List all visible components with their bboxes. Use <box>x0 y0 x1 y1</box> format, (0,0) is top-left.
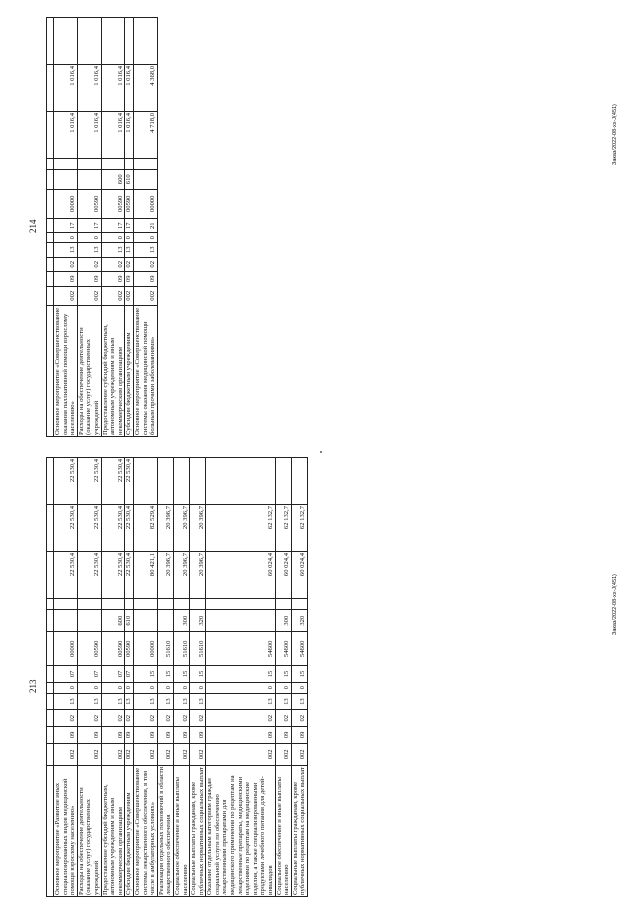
ministry-code: 002 <box>125 286 134 305</box>
event-code: 15 <box>190 666 206 683</box>
amount-col-1: 20 396,7 <box>190 552 206 599</box>
event-code: 07 <box>125 666 134 683</box>
ministry-code: 002 <box>125 743 134 765</box>
amount-col-1: 60 024,4 <box>206 552 275 599</box>
amount-col-2: 62 132,7 <box>206 505 275 552</box>
program-code: 13 <box>173 693 189 710</box>
subsection-code: 02 <box>275 710 291 727</box>
event-code: 07 <box>54 666 78 683</box>
section-code: 09 <box>101 272 125 287</box>
expense-code: 00590 <box>77 632 101 666</box>
empty-cell <box>173 599 189 610</box>
subprogram-code: 0 <box>54 233 78 243</box>
ministry-code: 002 <box>77 743 101 765</box>
ministry-code: 002 <box>101 743 125 765</box>
table-row <box>54 458 78 897</box>
row-name: Реализация отдельных полномочий в области лекарственного обеспечения <box>157 766 173 895</box>
amount-col-1: 1 016,4 <box>101 112 125 159</box>
expense-code: 00590 <box>125 189 134 218</box>
subsection-code: 02 <box>173 710 189 727</box>
section-code: 09 <box>275 727 291 744</box>
empty-cell <box>157 599 173 610</box>
expense-code: 51610 <box>173 632 189 666</box>
amount-col-1: 1 016,4 <box>77 112 101 159</box>
expense-type-code: 300 <box>173 610 189 632</box>
ministry-code: 002 <box>157 743 173 765</box>
expense-code: 51610 <box>157 632 173 666</box>
amount-col-1: 20 396,7 <box>157 552 173 599</box>
expense-code: 00000 <box>133 189 157 218</box>
expense-type-code <box>77 170 101 190</box>
expense-code: 00590 <box>101 632 125 666</box>
section-code: 09 <box>291 727 307 744</box>
subprogram-code: 0 <box>206 682 275 693</box>
expense-code: 54600 <box>275 632 291 666</box>
event-code: 07 <box>77 666 101 683</box>
empty-cell <box>77 599 101 610</box>
amount-col-1: 60 024,4 <box>275 552 291 599</box>
ministry-code: 002 <box>77 286 101 305</box>
ministry-code: 002 <box>133 743 157 765</box>
amount-col-2: 1 016,4 <box>77 65 101 112</box>
row-name: Расходы на обеспечение деятельности (оказание услуг) государственных учреждений <box>77 766 101 897</box>
amount-col-1: 80 421,1 <box>133 552 157 599</box>
amount-col-1: 60 024,4 <box>291 552 307 599</box>
amount-col-2: 20 396,7 <box>190 505 206 552</box>
event-code: 15 <box>275 666 291 683</box>
subsection-code: 02 <box>54 257 78 272</box>
expense-code: 00000 <box>54 189 78 218</box>
table-row <box>275 458 291 897</box>
expense-type-code <box>133 170 157 190</box>
amount-col-3 <box>275 458 291 505</box>
row-name: Предоставление субсидий бюджетным, автономным учреждениям и иным некоммерческим организациям <box>101 306 125 437</box>
expense-code: 00590 <box>101 189 125 218</box>
empty-cell <box>101 159 125 170</box>
table-row <box>133 458 157 897</box>
amount-col-2: 22 530,4 <box>54 505 78 552</box>
amount-col-2: 20 396,7 <box>157 505 173 552</box>
empty-cell <box>125 159 134 170</box>
amount-col-1: 1 016,4 <box>125 112 134 159</box>
amount-col-3 <box>101 18 125 65</box>
row-name: Основное мероприятие «Совершенствование системы оказания медицинской помощи больным прочими заболеваниями» <box>133 306 157 437</box>
program-code: 13 <box>125 243 134 258</box>
amount-col-3 <box>190 458 206 505</box>
subsection-code: 02 <box>125 257 134 272</box>
event-code: 15 <box>133 666 157 683</box>
program-code: 13 <box>54 243 78 258</box>
expense-type-code <box>133 610 157 632</box>
subprogram-code: 0 <box>291 682 307 693</box>
amount-col-3 <box>173 458 189 505</box>
amount-col-3: 22 530,4 <box>125 458 134 505</box>
subsection-code: 02 <box>101 710 125 727</box>
expense-type-code: 320 <box>190 610 206 632</box>
table-row <box>291 458 307 897</box>
event-code: 17 <box>77 219 101 234</box>
event-code: 15 <box>173 666 189 683</box>
subprogram-code: 0 <box>275 682 291 693</box>
row-name: Основное мероприятие «Совершенствование оказания паллиативной помощи взрослому населению» <box>54 306 78 437</box>
row-name: Расходы на обеспечение деятельности (оказание услуг) государственных учреждений <box>77 306 101 437</box>
amount-col-2: 1 016,4 <box>101 65 125 112</box>
empty-cell <box>54 159 78 170</box>
expense-code: 51610 <box>190 632 206 666</box>
table-row <box>101 458 125 897</box>
amount-col-2: 1 016,4 <box>54 65 78 112</box>
program-code: 13 <box>133 243 157 258</box>
page-number: 213 <box>28 679 38 693</box>
ministry-code: 002 <box>190 743 206 765</box>
subprogram-code: 0 <box>77 682 101 693</box>
program-code: 13 <box>125 693 134 710</box>
subprogram-code: 0 <box>190 682 206 693</box>
row-name: Субсидии бюджетным учреждениям <box>125 766 134 897</box>
subprogram-code: 0 <box>157 682 173 693</box>
amount-col-3 <box>133 18 157 65</box>
event-code: 15 <box>291 666 307 683</box>
budget-table-right <box>46 17 158 437</box>
program-code: 13 <box>206 693 275 710</box>
budget-table-left <box>46 457 308 897</box>
amount-col-1: 22 530,4 <box>101 552 125 599</box>
program-code: 13 <box>54 693 78 710</box>
subsection-code: 02 <box>190 710 206 727</box>
expense-type-code <box>77 610 101 632</box>
ministry-code: 002 <box>206 743 275 765</box>
expense-code: 54600 <box>291 632 307 666</box>
amount-col-3: 22 530,4 <box>77 458 101 505</box>
empty-cell <box>275 599 291 610</box>
table-row <box>173 458 189 897</box>
program-code: 13 <box>157 693 173 710</box>
empty-cell <box>206 599 275 610</box>
amount-col-3 <box>291 458 307 505</box>
expense-code: 00590 <box>125 632 134 666</box>
ministry-code: 002 <box>101 286 125 305</box>
section-code: 09 <box>125 272 134 287</box>
amount-col-3 <box>206 458 275 505</box>
program-code: 13 <box>133 693 157 710</box>
amount-col-3: 22 530,4 <box>54 458 78 505</box>
row-name: Предоставление субсидий бюджетным, автономным учреждениям и иным некоммерческим организациям <box>101 766 125 897</box>
amount-col-2: 82 529,4 <box>133 505 157 552</box>
subsection-code: 02 <box>157 710 173 727</box>
subsection-code: 02 <box>77 710 101 727</box>
event-code: 07 <box>101 666 125 683</box>
program-code: 13 <box>291 693 307 710</box>
expense-type-code: 600 <box>101 170 125 190</box>
amount-col-3: 22 530,4 <box>101 458 125 505</box>
section-code: 09 <box>54 727 78 744</box>
program-code: 13 <box>77 243 101 258</box>
row-name: Социальные выплаты гражданам, кроме публичных нормативных социальных выплат <box>291 767 307 895</box>
row-name: Субсидии бюджетным учреждениям <box>125 306 134 437</box>
expense-code: 54600 <box>206 632 275 666</box>
expense-type-code: 320 <box>291 610 307 632</box>
subsection-code: 02 <box>101 257 125 272</box>
expense-type-code <box>157 610 173 632</box>
ministry-code: 002 <box>133 286 157 305</box>
subprogram-code: 0 <box>125 682 134 693</box>
table-row <box>133 18 157 437</box>
expense-type-code <box>206 610 275 632</box>
empty-cell <box>101 599 125 610</box>
section-code: 09 <box>173 727 189 744</box>
scan-speck <box>320 451 322 453</box>
amount-col-2: 4 368,0 <box>133 65 157 112</box>
event-code: 17 <box>54 219 78 234</box>
event-code: 15 <box>206 666 275 683</box>
subprogram-code: 0 <box>133 682 157 693</box>
row-name: Социальные выплаты гражданам, кроме публичных нормативных социальных выплат <box>190 767 205 895</box>
amount-col-2: 62 132,7 <box>275 505 291 552</box>
subsection-code: 02 <box>291 710 307 727</box>
subsection-code: 02 <box>133 710 157 727</box>
table-row <box>125 458 134 897</box>
amount-col-2: 22 530,4 <box>77 505 101 552</box>
table-row <box>77 18 101 437</box>
ministry-code: 002 <box>54 286 78 305</box>
program-code: 13 <box>275 693 291 710</box>
program-code: 13 <box>101 243 125 258</box>
section-code: 09 <box>77 727 101 744</box>
event-code: 15 <box>157 666 173 683</box>
section-code: 09 <box>101 727 125 744</box>
empty-cell <box>291 599 307 610</box>
footer-code: Заказ/2022-08-xx-J(451) <box>612 574 618 635</box>
subprogram-code: 0 <box>101 233 125 243</box>
table-row <box>190 458 206 897</box>
amount-col-2: 22 530,4 <box>125 505 134 552</box>
subprogram-code: 0 <box>101 682 125 693</box>
subsection-code: 02 <box>125 710 134 727</box>
table-row <box>125 18 134 437</box>
row-name: Основное мероприятие «Совершенствование системы лекарственного обеспечения, в том числе в амбулаторных условиях» <box>133 766 157 897</box>
amount-col-3 <box>125 18 134 65</box>
amount-col-1: 22 530,4 <box>54 552 78 599</box>
section-code: 09 <box>190 727 206 744</box>
program-code: 13 <box>77 693 101 710</box>
amount-col-2: 22 530,4 <box>101 505 125 552</box>
empty-cell <box>190 599 206 610</box>
expense-type-code: 610 <box>125 170 134 190</box>
page-number: 214 <box>28 219 38 233</box>
subsection-code: 02 <box>77 257 101 272</box>
amount-col-2: 62 132,7 <box>291 505 307 552</box>
table-row <box>206 458 275 897</box>
empty-cell <box>133 159 157 170</box>
amount-col-2: 20 396,7 <box>173 505 189 552</box>
amount-col-2: 1 016,4 <box>125 65 134 112</box>
ministry-code: 002 <box>173 743 189 765</box>
subsection-code: 02 <box>54 710 78 727</box>
expense-code: 00000 <box>54 632 78 666</box>
expense-type-code <box>54 610 78 632</box>
empty-cell <box>125 599 134 610</box>
table-row <box>157 458 173 897</box>
ministry-code: 002 <box>275 743 291 765</box>
row-name: Оказание отдельным категориям граждан социальной услуги по обеспечению лекарственными препаратами для медицинского применения по рецептам на лекарственные препараты, медицинскими изделиями по рецептам на медицинские изделия, а также специализированными продуктами лечебного питания для детей-инвалидов <box>206 766 275 897</box>
subprogram-code: 0 <box>133 233 157 243</box>
amount-col-1: 22 530,4 <box>77 552 101 599</box>
amount-col-3 <box>77 18 101 65</box>
event-code: 17 <box>125 219 134 234</box>
row-name: Основное мероприятие «Развитие иных специализированных видов медицинской помощи взрослому населению» <box>54 766 78 897</box>
expense-code: 00000 <box>133 632 157 666</box>
section-code: 09 <box>125 727 134 744</box>
program-code: 13 <box>190 693 206 710</box>
row-name: Социальное обеспечение и иные выплаты населению <box>173 766 189 897</box>
table-row <box>101 18 125 437</box>
section-code: 09 <box>54 272 78 287</box>
subprogram-code: 0 <box>173 682 189 693</box>
expense-code: 00590 <box>77 189 101 218</box>
section-code: 09 <box>206 727 275 744</box>
amount-col-3 <box>54 18 78 65</box>
amount-col-1: 20 396,7 <box>173 552 189 599</box>
table-row <box>54 18 78 437</box>
subprogram-code: 0 <box>125 233 134 243</box>
subprogram-code: 0 <box>77 233 101 243</box>
table-row <box>77 458 101 897</box>
footer-code: Заказ/2022-08-xx-J(451) <box>612 104 618 165</box>
section-code: 09 <box>77 272 101 287</box>
row-name: Социальное обеспечение и иные выплаты населению <box>275 766 291 897</box>
expense-type-code: 610 <box>125 610 134 632</box>
table-header-row <box>47 18 54 437</box>
event-code: 17 <box>101 219 125 234</box>
amount-col-3 <box>157 458 173 505</box>
event-code: 21 <box>133 219 157 234</box>
subprogram-code: 0 <box>54 682 78 693</box>
amount-col-1: 4 718,0 <box>133 112 157 159</box>
ministry-code: 002 <box>291 743 307 765</box>
expense-type-code: 600 <box>101 610 125 632</box>
amount-col-1: 22 530,4 <box>125 552 134 599</box>
expense-type-code <box>54 170 78 190</box>
ministry-code: 002 <box>54 743 78 765</box>
empty-cell <box>54 599 78 610</box>
amount-col-1: 1 016,4 <box>54 112 78 159</box>
section-code: 09 <box>157 727 173 744</box>
section-code: 09 <box>133 272 157 287</box>
subsection-code: 02 <box>206 710 275 727</box>
subsection-code: 02 <box>133 257 157 272</box>
amount-col-3 <box>133 458 157 505</box>
empty-cell <box>77 159 101 170</box>
program-code: 13 <box>101 693 125 710</box>
section-code: 09 <box>133 727 157 744</box>
table-header-row <box>47 458 54 897</box>
empty-cell <box>133 599 157 610</box>
expense-type-code: 300 <box>275 610 291 632</box>
